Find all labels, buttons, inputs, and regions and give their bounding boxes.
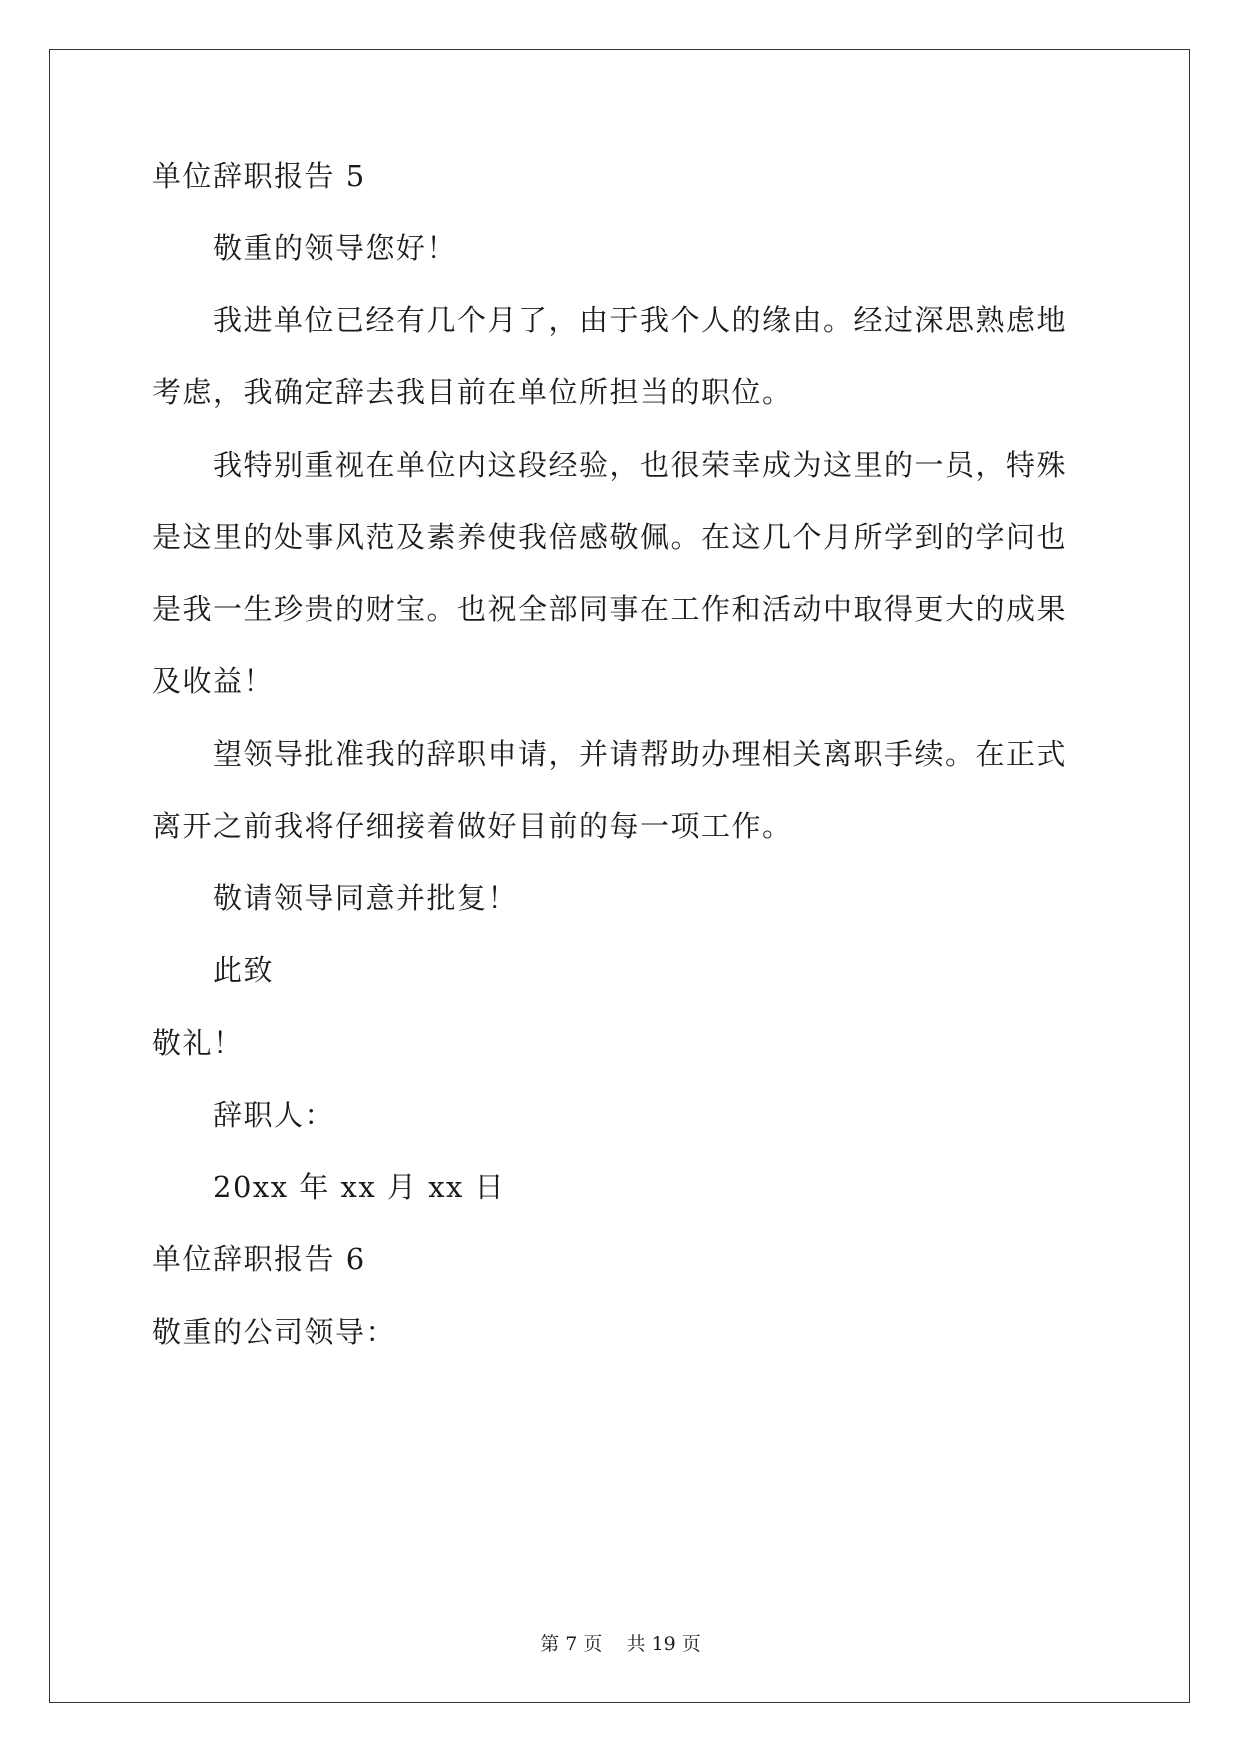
paragraph-line: 离开之前我将仔细接着做好目前的每一项工作。 bbox=[152, 809, 793, 843]
paragraph-line: 是我一生珍贵的财宝。也祝全部同事在工作和活动中取得更大的成果 bbox=[152, 592, 1068, 626]
paragraph-line: 考虑，我确定辞去我目前在单位所担当的职位。 bbox=[152, 375, 793, 409]
date-line: 20xx 年 xx 月 xx 日 bbox=[213, 1170, 506, 1204]
salutation: 敬重的领导您好！ bbox=[213, 231, 458, 265]
paragraph-line: 我特别重视在单位内这段经验，也很荣幸成为这里的一员，特殊 bbox=[213, 448, 1068, 482]
paragraph-line: 是这里的处事风范及素养使我倍感敬佩。在这几个月所学到的学问也 bbox=[152, 520, 1068, 554]
heading-report-6: 单位辞职报告 6 bbox=[152, 1242, 366, 1276]
page-number: 第 7 页 共 19 页 bbox=[540, 1633, 701, 1655]
paragraph-line: 及收益！ bbox=[152, 664, 275, 698]
salutation: 敬重的公司领导： bbox=[152, 1315, 397, 1349]
signature-label: 辞职人： bbox=[213, 1098, 336, 1132]
page-frame bbox=[49, 49, 1190, 1703]
closing-line: 敬礼！ bbox=[152, 1026, 244, 1060]
closing-line: 此致 bbox=[213, 953, 275, 987]
paragraph-line: 敬请领导同意并批复！ bbox=[213, 881, 519, 915]
heading-report-5: 单位辞职报告 5 bbox=[152, 159, 366, 193]
paragraph-line: 望领导批准我的辞职申请，并请帮助办理相关离职手续。在正式 bbox=[213, 737, 1068, 771]
paragraph-line: 我进单位已经有几个月了，由于我个人的缘由。经过深思熟虑地 bbox=[213, 303, 1068, 337]
